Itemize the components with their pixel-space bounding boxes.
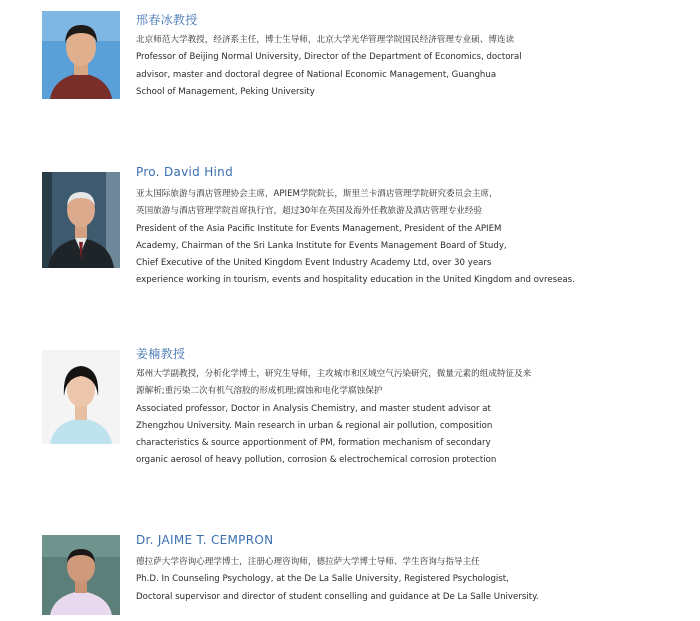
profile-name: 邢春冰教授	[136, 13, 198, 27]
profile-name: 姜楠教授	[136, 347, 186, 361]
profile-name: Pro. David Hind	[136, 165, 233, 179]
bio-line: Associated professor, Doctor in Analysis Chemistry, and master student advisor at	[136, 403, 491, 414]
profile-bio	[136, 366, 681, 470]
profile-photo	[42, 11, 120, 99]
profile-photo	[42, 535, 120, 615]
bio-line: 亚太国际旅游与酒店管理协会主席，APIEM学院院长，斯里兰卡酒店管理学院研究委员会主席，	[136, 189, 498, 199]
bio-line: Professor of Beijing Normal University, Director of the Department of Economics, doctoral	[136, 52, 522, 63]
bio-line: experience working in tourism, events and hospitality education in the United Kingdom and ovreseas.	[136, 275, 575, 286]
bio-line: 源解析;重污染二次有机气溶胶的形成机理;腐蚀和电化学腐蚀保护	[136, 386, 383, 397]
bio-line: Zhengzhou University. Main research in urban & regional air pollution, composition	[136, 420, 493, 431]
profile-photo	[42, 350, 120, 444]
bio-line: Doctoral supervisor and director of student conselling and guidance at De La Salle University.	[136, 591, 539, 602]
bio-line: characteristics & source apportionment of PM, formation mechanism of secondary	[136, 438, 491, 449]
bio-line: Chief Executive of the United Kingdom Event Industry Academy Ltd, over 30 years	[136, 258, 492, 269]
bio-line: Ph.D. In Counseling Psychology, at the De La Salle University, Registered Psychologist,	[136, 574, 509, 585]
profile-photo	[42, 172, 120, 268]
profile-bio	[136, 554, 681, 606]
bio-line: advisor, master and doctoral degree of National Economic Management, Guanghua	[136, 69, 497, 80]
bio-line: School of Management, Peking University	[136, 86, 315, 97]
bio-line: 北京师范大学教授，经济系主任，博士生导师，北京大学光华管理学院国民经济管理专业硕、博连读	[136, 35, 515, 45]
bio-line: 英国旅游与酒店管理学院首席执行官，超过30年在英国及海外任教旅游及酒店管理专业经验	[136, 206, 483, 217]
bio-line: 郑州大学副教授，分析化学博士，研究生导师，主攻城市和区域空气污染研究，微量元素的组成特征及来	[136, 369, 532, 379]
bio-line: Academy, Chairman of the Sri Lanka Institute for Events Management Board of Study,	[136, 240, 507, 251]
bio-line: 德拉萨大学咨询心理学博士，注册心理咨询师，德拉萨大学博士导师、学生咨询与指导主任	[136, 557, 480, 567]
profile-bio	[136, 186, 681, 290]
profile-name: Dr. JAIME T. CEMPRON	[136, 533, 274, 547]
bio-line: President of the Asia Pacific Institute for Events Management, President of the APIEM	[136, 223, 502, 234]
bio-line: organic aerosol of heavy pollution, corrosion & electrochemical corrosion protection	[136, 455, 497, 466]
profile-bio	[136, 32, 681, 101]
